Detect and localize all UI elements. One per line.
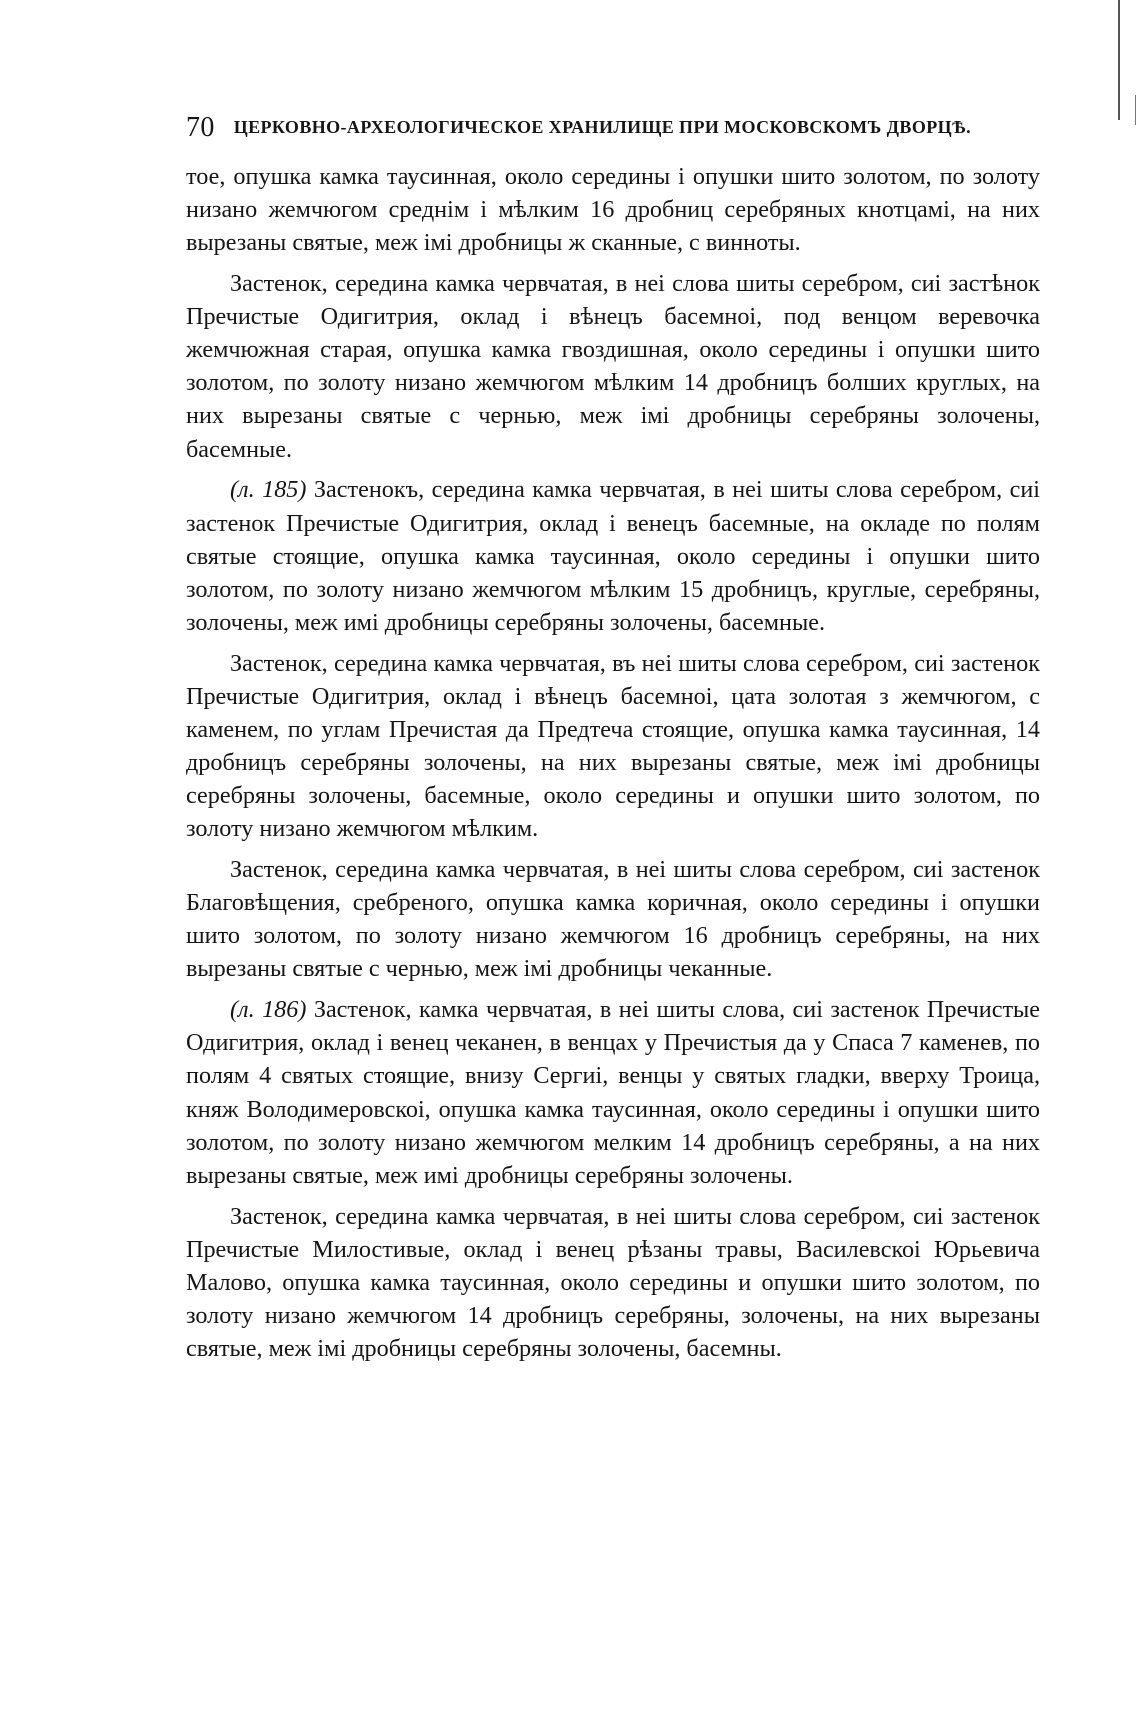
paragraph-2 [186,267,1040,466]
running-head [186,110,1056,145]
paragraph-text: Застенокъ, середина камка червчатая, в неі шиты слова серебром, сиі застенок Пречистые Одигитрия, оклад і венецъ басемные, на окладе по полям святые стоящие, опушка камка таусинная, около середины і опушки шито золотом, по золоту низано жемчюгом мѣлким 15 дробницъ, круглые, серебряны, золочены, меж имі дробницы серебряны золочены, басемные. [186,476,1040,636]
paragraph-4 [186,647,1040,846]
paragraph-5 [186,853,1040,985]
paragraph-text: Застенок, камка червчатая, в неі шиты слова, сиі застенок Пречистые Одигитрия, оклад і венец чеканен, в венцах у Пречистыя да у Спаса 7 каменев, по полям 4 святых стоящие, внизу Сергиі, венцы у святых гладки, вверху Троица, княж Володимеровскоі, опушка камка таусинная, около середины і опушки шито золотом, по золоту низано жемчюгом мелким 14 дробницъ серебряны, а на них вырезаны святые, меж имі дробницы серебряны золочены. [186,996,1041,1189]
page-number: 70 [186,112,215,143]
paragraph-3 [186,473,1040,638]
paragraph-6 [186,993,1040,1192]
folio-reference: (л. 186) [230,996,307,1024]
paragraph-7 [186,1200,1040,1365]
page-edge-mark [1135,95,1136,125]
running-head-title: ЦЕРКОВНО-АРХЕОЛОГИЧЕСКОЕ ХРАНИЛИЩЕ ПРИ МОСКОВСКОМЪ ДВОРЦѢ. [233,117,972,137]
paragraph-text: Застенок, середина камка червчатая, в неі шиты слова серебром, сиі застенок Пречистые Милостивые, оклад і венец рѣзаны травы, Василевскоі Юрьевича Малово, опушка камка таусинная, около середины и опушки шито золотом, по золоту низано жемчюгом 14 дробницъ серебряны, золочены, на них вырезаны святые, меж імі дробницы серебряны золочены, басемны. [186,1202,1040,1362]
page-edge-line [1118,0,1120,120]
paragraph-text: Застенок, середина камка червчатая, в неі слова шиты серебром, сиі застѣнок Пречистые Одигитрия, оклад і вѣнецъ басемноі, под венцом веревочка жемчюжная старая, опушка камка гвоздишная, около середины і опушки шито золотом, по золоту низано жемчюгом мѣлким 14 дробницъ болших круглых, на них вырезаны святые с чернью, меж імі дробницы серебряны золочены, басемные. [186,270,1040,463]
folio-reference: (л. 185) [230,476,307,504]
paragraph-text: тое, опушка камка таусинная, около середины і опушки шито золотом, по золоту низано жемчюгом среднім і мѣлким 16 дробниц серебряных кнотцамі, на них вырезаны святые, меж імі дробницы ж сканные, с винноты. [186,163,1040,257]
body-text [186,160,1040,1373]
paragraph-1 [186,160,1040,259]
paragraph-text: Застенок, середина камка червчатая, в неі шиты слова серебром, сиі застенок Благовѣщения, сребреного, опушка камка коричная, около середины і опушки шито золотом, по золоту низано жемчюгом 16 дробницъ серебряны, на них вырезаны святые с чернью, меж імі дробницы чеканные. [186,856,1040,983]
paragraph-text: Застенок, середина камка червчатая, въ неі шиты слова серебром, сиі застенок Пречистые Одигитрия, оклад і вѣнецъ басемноі, цата золотая з жемчюгом, с каменем, по углам Пречистая да Предтеча стоящие, опушка камка таусинная, 14 дробницъ серебряны золочены, на них вырезаны святые, меж імі дробницы серебряны золочены, басемные, около середины и опушки шито золотом, по золоту низано жемчюгом мѣлким. [186,649,1040,843]
